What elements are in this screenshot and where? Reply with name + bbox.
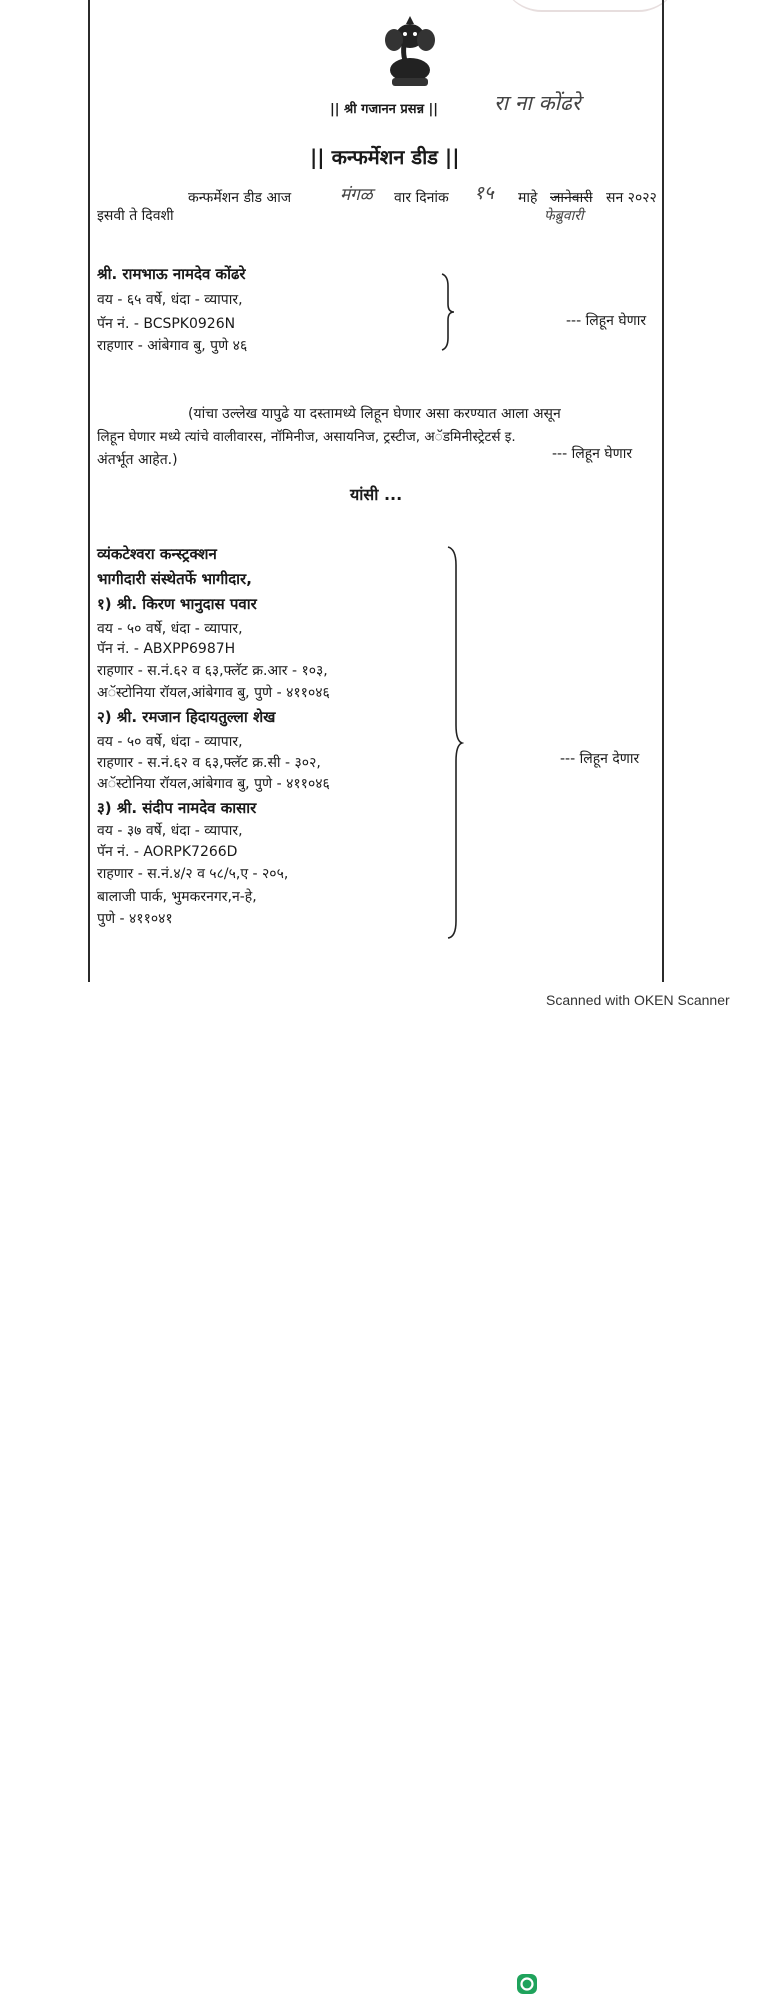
partner-3-address-3: पुणे - ४११०४१: [97, 911, 173, 927]
partner-2-age: वय - ५० वर्षे, धंदा - व्यापार,: [97, 734, 243, 750]
second-party-role: --- लिहून देणार: [560, 751, 640, 767]
partner-2-name: २) श्री. रमजान हिदायतुल्ला शेख: [97, 708, 276, 726]
scanner-watermark-text: Scanned with OKEN Scanner: [546, 992, 730, 1008]
intro-text-2: वार दिनांक: [394, 190, 449, 206]
partner-3-address-2: बालाजी पार्क, भुमकरनगर,न-हे,: [97, 889, 257, 905]
first-party-brace: [438, 272, 458, 352]
struck-month: जानेवारी: [550, 190, 593, 206]
partner-3-address-1: राहणार - स.नं.४/२ व ५८/५,ए - २०५,: [97, 866, 289, 882]
partner-1-address-1: राहणार - स.नं.६२ व ६३,फ्लॅट क्र.आर - १०३,: [97, 663, 328, 679]
firm-description: भागीदारी संस्थेतर्फे भागीदार,: [97, 570, 252, 588]
stamp-mark: [500, 0, 680, 12]
handwritten-correction: फेब्रुवारी: [544, 208, 584, 224]
partner-2-address-2: अॅस्टोनिया रॉयल,आंबेगाव बु, पुणे - ४११०४६: [97, 776, 330, 792]
first-party-role: --- लिहून घेणार: [566, 313, 647, 329]
right-page-edge: [662, 0, 664, 985]
first-party-age: वय - ६५ वर्षे, धंदा - व्यापार,: [97, 292, 243, 308]
intro-text-4: सन २०२२: [606, 190, 657, 206]
handwritten-day: मंगळ: [340, 185, 373, 205]
clause-role: --- लिहून घेणार: [552, 446, 633, 462]
handwritten-name: रा ना कोंढरे: [494, 91, 581, 115]
intro-text-1: कन्फर्मेशन डीड आज: [188, 190, 292, 206]
clause-line-2: लिहून घेणार मध्ये त्यांचे वालीवारस, नॉमिनीज, असायनिज, ट्रस्टीज, अॅडमिनीस्ट्रेटर्स इ.: [97, 429, 516, 445]
second-party-brace: [444, 545, 464, 940]
invocation-line: || श्री गजानन प्रसन्न ||: [330, 102, 439, 117]
deed-title: || कन्फर्मेशन डीड ||: [310, 145, 460, 169]
intro-line-2: इसवी ते दिवशी: [97, 208, 174, 224]
partner-2-address-1: राहणार - स.नं.६२ व ६३,फ्लॅट क्र.सी - ३०२,: [97, 755, 321, 771]
clause-line-1: (यांचा उल्लेख यापुढे या दस्तामध्ये लिहून घेणार असा करण्यात आला असून: [188, 406, 561, 422]
scanner-logo-icon: [516, 1973, 538, 1995]
partner-1-age: वय - ५० वर्षे, धंदा - व्यापार,: [97, 621, 243, 637]
partner-3-age: वय - ३७ वर्षे, धंदा - व्यापार,: [97, 823, 243, 839]
clause-line-3: अंतर्भूत आहेत.): [97, 452, 178, 468]
partner-3-name: ३) श्री. संदीप नामदेव कासार: [97, 799, 257, 817]
partner-1-pan: पॅन नं. - ABXPP6987H: [97, 641, 236, 657]
partner-1-address-2: अॅस्टोनिया रॉयल,आंबेगाव बु, पुणे - ४११०४६: [97, 685, 330, 701]
handwritten-date: १५: [474, 182, 494, 204]
first-party-address: राहणार - आंबेगाव बु, पुणे ४६: [97, 338, 248, 354]
firm-name: व्यंकटेश्वरा कन्स्ट्रक्शन: [97, 545, 217, 563]
left-page-edge: [88, 0, 90, 985]
partner-3-pan: पॅन नं. - AORPK7266D: [97, 844, 238, 860]
partner-1-name: १) श्री. किरण भानुदास पवार: [97, 595, 257, 613]
intro-text-3: माहे: [518, 190, 538, 206]
yansi-heading: यांसी ...: [350, 485, 403, 504]
ganesha-emblem: [380, 14, 440, 88]
first-party-pan: पॅन नं. - BCSPK0926N: [97, 316, 236, 332]
first-party-name: श्री. रामभाऊ नामदेव कोंढरे: [97, 265, 246, 283]
